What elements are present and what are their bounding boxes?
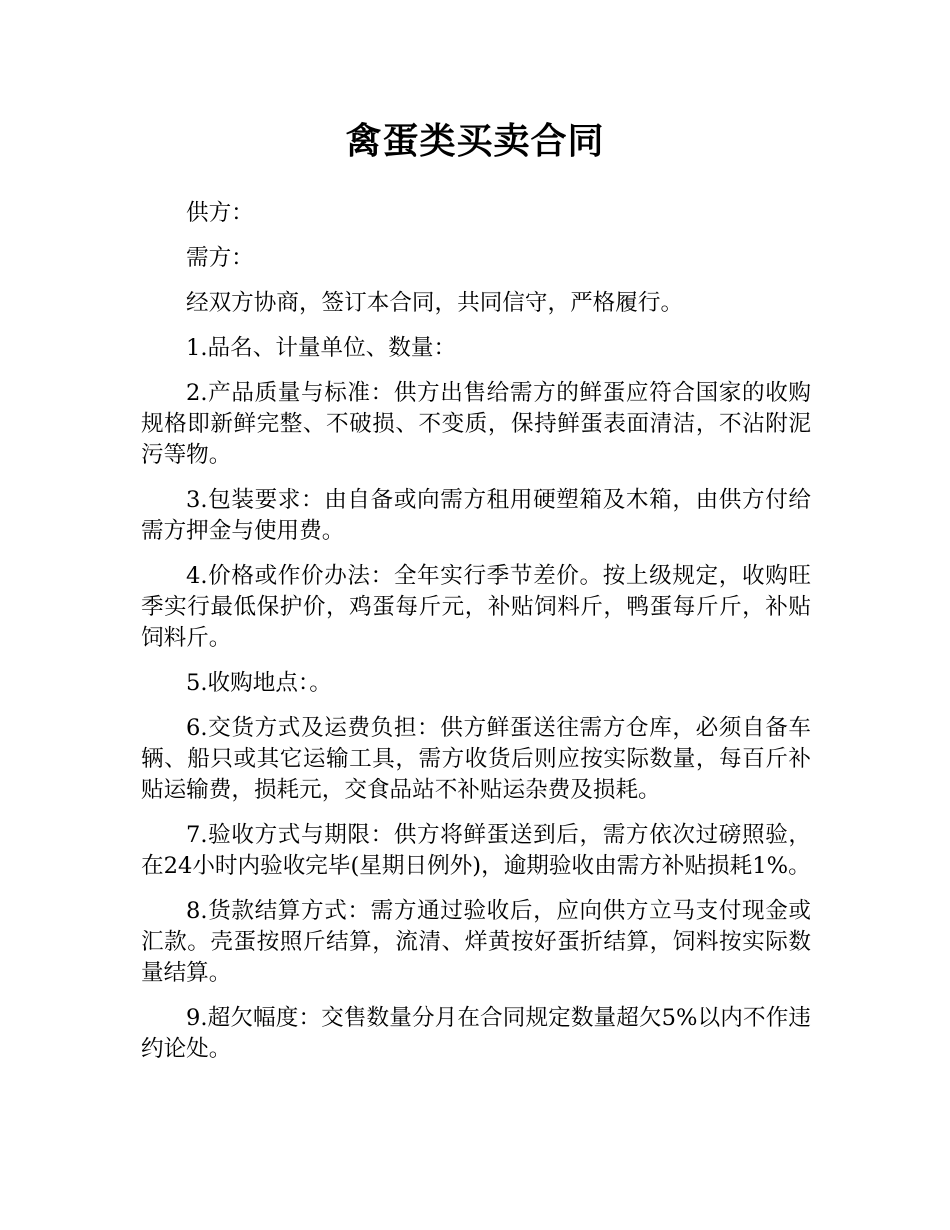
- document-body: [141, 198, 811, 1079]
- clause-9: 9.超欠幅度：交售数量分月在合同规定数量超欠5%以内不作违约论处。: [141, 1005, 811, 1062]
- clause-2: 2.产品质量与标准：供方出售给需方的鲜蛋应符合国家的收购规格即新鲜完整、不破损、不变质，保持鲜蛋表面清洁，不沾附泥污等物。: [141, 380, 811, 468]
- paragraph-supplier: 供方：: [186, 200, 254, 226]
- clause-3: 3.包装要求：由自备或向需方租用硬塑箱及木箱，由供方付给需方押金与使用费。: [141, 487, 811, 544]
- clause-6: 6.交货方式及运费负担：供方鲜蛋送往需方仓库，必须自备车辆、船只或其它运输工具，需方收货后则应按实际数量，每百斤补贴运输费，损耗元，交食品站不补贴运杂费及损耗。: [141, 715, 811, 803]
- clause-7: 7.验收方式与期限：供方将鲜蛋送到后，需方依次过磅照验，在24小时内验收完毕(星期日例外)，逾期验收由需方补贴损耗1%。: [141, 822, 811, 879]
- clause-8: 8.货款结算方式：需方通过验收后，应向供方立马支付现金或汇款。壳蛋按照斤结算，流清、烊黄按好蛋折结算，饲料按实际数量结算。: [141, 898, 811, 986]
- clause-1: 1.品名、计量单位、数量：: [186, 335, 457, 361]
- paragraph-buyer: 需方：: [186, 245, 254, 271]
- paragraph-preamble: 经双方协商，签订本合同，共同信守，严格履行。: [186, 290, 684, 316]
- clause-5: 5.收购地点：。: [186, 670, 332, 696]
- clause-4: 4.价格或作价办法：全年实行季节差价。按上级规定，收购旺季实行最低保护价，鸡蛋每斤元，补贴饲料斤，鸭蛋每斤斤，补贴饲料斤。: [141, 563, 811, 651]
- document-title: 禽蛋类买卖合同: [345, 121, 605, 162]
